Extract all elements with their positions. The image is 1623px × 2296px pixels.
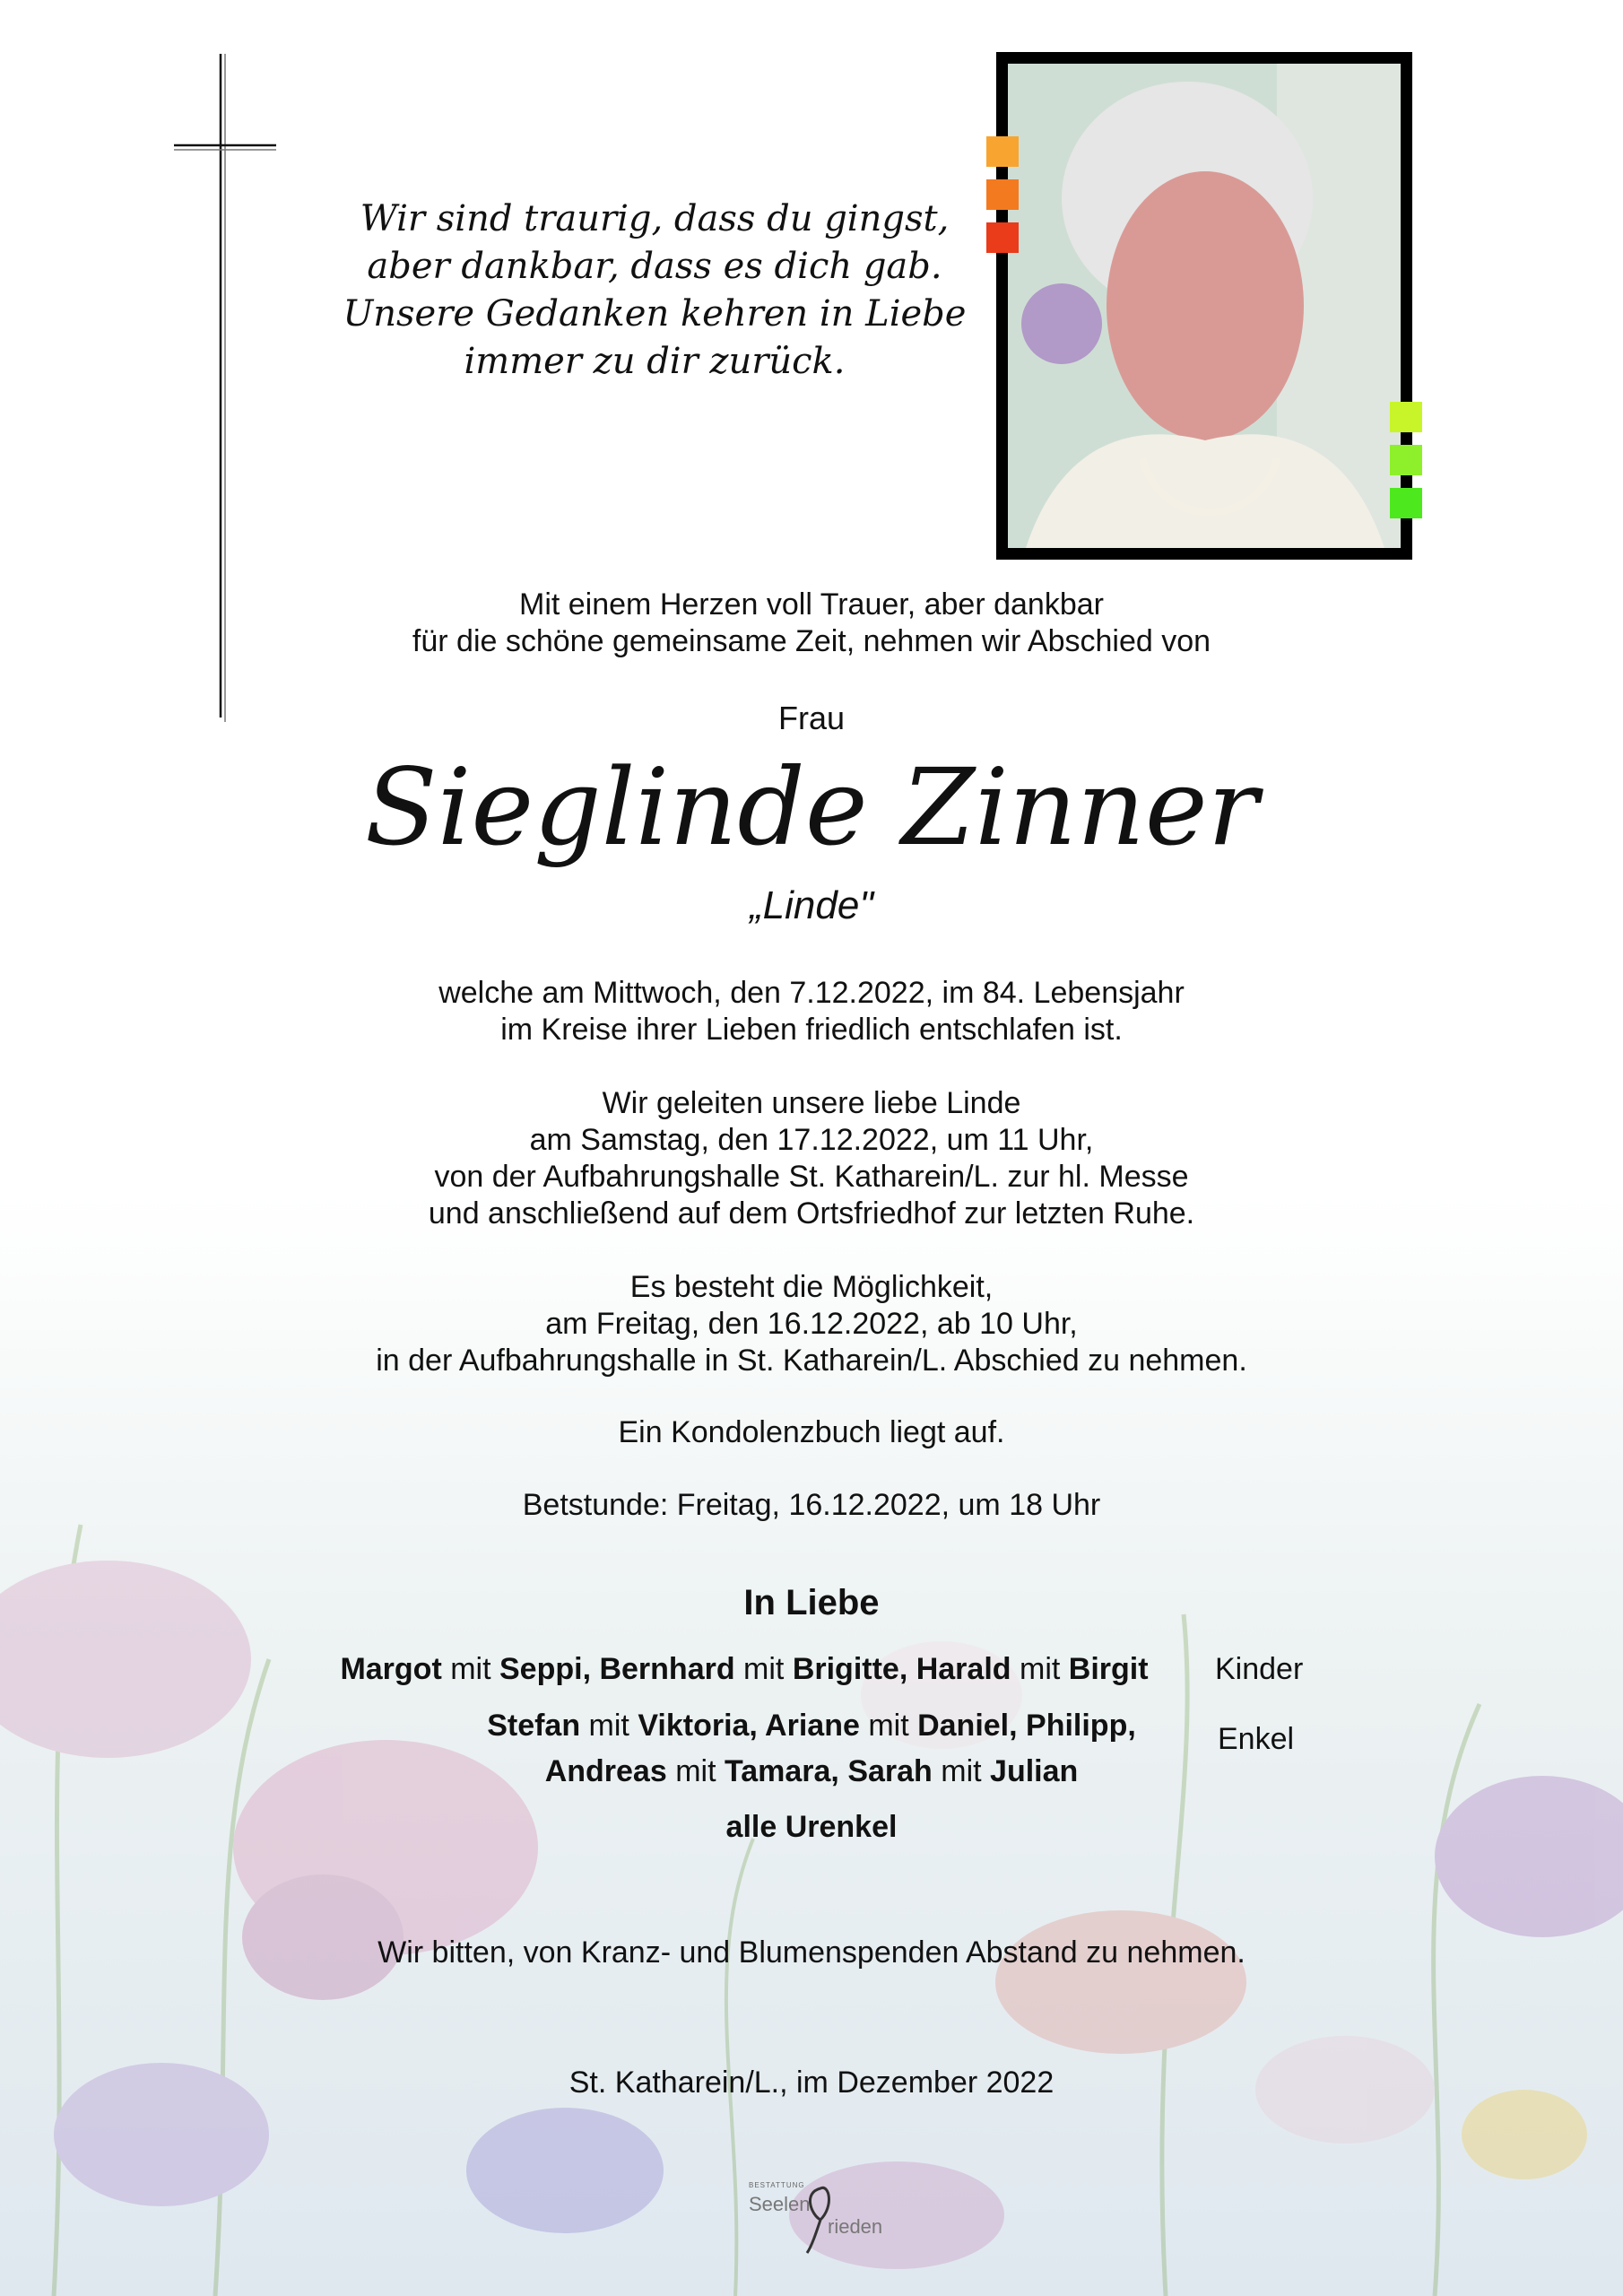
funeral-line: und anschließend auf dem Ortsfriedhof zur letzten Ruhe. <box>428 1196 1195 1231</box>
death-line: welche am Mittwoch, den 7.12.2022, im 84. Lebensjahr <box>438 976 1185 1010</box>
nickname: „Linde" <box>750 883 873 927</box>
memorial-poem <box>341 196 968 386</box>
in-love-heading: In Liebe <box>743 1583 880 1622</box>
family-name: Viktoria, Ariane <box>638 1709 860 1743</box>
place-date <box>0 2065 1623 2101</box>
decor-square <box>986 136 1019 167</box>
decor-square <box>986 179 1019 210</box>
decor-square <box>1390 445 1422 475</box>
intro-line: für die schöne gemeinsame Zeit, nehmen wir Abschied von <box>412 624 1211 658</box>
funeral-info <box>0 1085 1623 1232</box>
label-enkel: Enkel <box>1218 1722 1295 1756</box>
viewing-line: in der Aufbahrungshalle in St. Katharein/L. Abschied zu nehmen. <box>376 1344 1247 1378</box>
funeral-line: von der Aufbahrungshalle St. Katharein/L. zur hl. Messe <box>434 1160 1189 1194</box>
condolence-note <box>0 1414 1623 1451</box>
deceased-name: Sieglinde Zinner <box>364 745 1259 869</box>
decor-square <box>1390 402 1422 432</box>
funeral-line: am Samstag, den 17.12.2022, um 11 Uhr, <box>529 1123 1094 1157</box>
family-name: alle Urenkel <box>725 1810 898 1844</box>
connector: mit <box>734 1652 793 1686</box>
children-line <box>0 1652 1556 1687</box>
poem-line: Unsere Gedanken kehren in Liebe <box>343 293 967 335</box>
connector: mit <box>441 1652 499 1686</box>
viewing-line: am Freitag, den 16.12.2022, ab 10 Uhr, <box>545 1307 1078 1341</box>
death-line: im Kreise ihrer Lieben friedlich entschlafen ist. <box>500 1013 1123 1047</box>
logo-word-1: Seelen <box>749 2193 811 2215</box>
family-name: Birgit <box>1068 1652 1149 1686</box>
poem-line: aber dankbar, dass es dich gab. <box>367 246 942 287</box>
logo-word-2: rieden <box>828 2215 883 2238</box>
decor-square <box>1390 488 1422 518</box>
flowers-request <box>0 1935 1623 1971</box>
poem-line: Wir sind traurig, dass du gingst, <box>360 198 950 239</box>
poem-line: immer zu dir zurück. <box>464 341 846 382</box>
grandchildren-line-1 <box>0 1709 1623 1744</box>
condolence-text: Ein Kondolenzbuch liegt auf. <box>618 1415 1005 1449</box>
family-name: Brigitte, Harald <box>792 1652 1011 1686</box>
salutation: Frau <box>777 700 846 736</box>
label-kinder: Kinder <box>1215 1652 1304 1686</box>
intro-line: Mit einem Herzen voll Trauer, aber dankbar <box>519 587 1104 622</box>
family-name: Tamara, Sarah <box>724 1754 933 1788</box>
viewing-line: Es besteht die Möglichkeit, <box>629 1270 994 1304</box>
viewing-info <box>0 1269 1623 1379</box>
great-grandchildren-line <box>0 1810 1623 1845</box>
place-date-text: St. Katharein/L., im Dezember 2022 <box>568 2066 1055 2100</box>
connector: mit <box>666 1754 725 1788</box>
family-name: Stefan <box>487 1709 581 1743</box>
connector: mit <box>932 1754 991 1788</box>
family-name: Andreas <box>544 1754 667 1788</box>
decor-square <box>986 222 1019 253</box>
funeral-line: Wir geleiten unsere liebe Linde <box>602 1086 1021 1120</box>
prayer-hour <box>0 1487 1623 1524</box>
intro-text <box>0 587 1623 660</box>
logo-small-text: BESTATTUNG <box>749 2181 805 2189</box>
connector: mit <box>1011 1652 1069 1686</box>
grandchildren-line-2 <box>0 1754 1623 1789</box>
funeral-home-logo <box>740 2170 883 2256</box>
family-name: Seppi, Bernhard <box>499 1652 735 1686</box>
request-text: Wir bitten, von Kranz- und Blumenspenden Abstand zu nehmen. <box>378 1935 1245 1970</box>
family-name: Margot <box>340 1652 442 1686</box>
prayer-text: Betstunde: Freitag, 16.12.2022, um 18 Uhr <box>522 1488 1101 1522</box>
family-name: Daniel, Philipp, <box>917 1709 1136 1743</box>
portrait-photo <box>996 52 1412 560</box>
death-notice <box>0 975 1623 1048</box>
connector: mit <box>859 1709 918 1743</box>
connector: mit <box>580 1709 638 1743</box>
family-name: Julian <box>990 1754 1079 1788</box>
